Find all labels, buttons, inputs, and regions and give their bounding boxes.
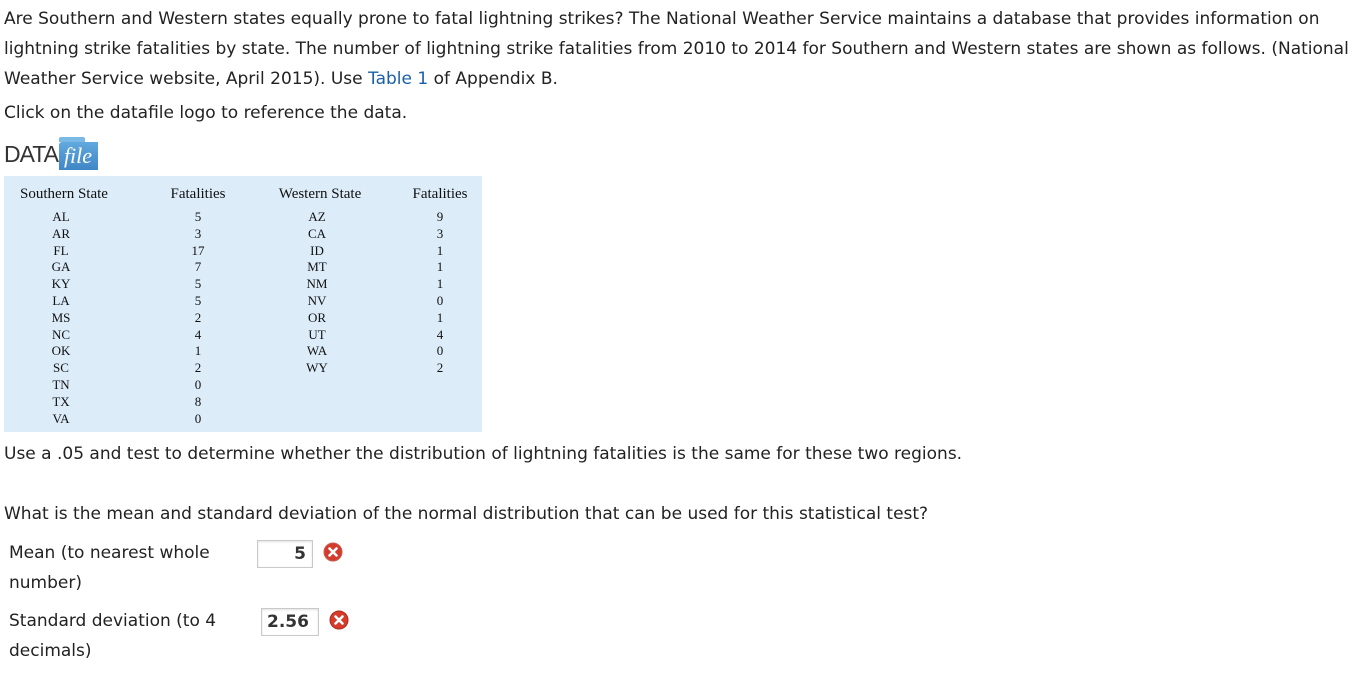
western-fatalities-cell: 2 xyxy=(436,360,444,376)
southern-fatalities-cell: 1 xyxy=(194,343,202,359)
western-state-cell: OR xyxy=(307,309,327,325)
sd-input[interactable]: 2.56 xyxy=(261,608,319,636)
test-instruction: Use a .05 and test to determine whether the distribution of lightning fatalities is the same for these two regions. xyxy=(4,444,963,464)
table-1-link[interactable]: Table 1 xyxy=(368,69,429,89)
southern-fatalities-cell: 17 xyxy=(191,242,205,258)
western-state-cell: WA xyxy=(306,343,328,359)
western-state-cell: AZ xyxy=(308,209,326,224)
southern-state-cell: GA xyxy=(51,259,71,275)
western-fatalities-cell: 0 xyxy=(436,343,444,359)
western-state-cell: ID xyxy=(310,242,324,258)
problem-intro xyxy=(4,4,1349,94)
western-state-cell: NV xyxy=(307,292,327,308)
southern-state-cell: AR xyxy=(51,225,71,241)
southern-state-cell: FL xyxy=(53,242,69,258)
southern-fatalities-cell: 2 xyxy=(194,360,202,376)
western-state-cell: MT xyxy=(307,259,327,275)
southern-state-cell: LA xyxy=(52,292,70,308)
mean-sd-question: What is the mean and standard deviation of the normal distribution that can be used for this statistical test? xyxy=(4,504,929,524)
southern-fatalities-cell: 4 xyxy=(194,326,202,342)
x-circle-icon xyxy=(323,542,343,562)
southern-fatalities-cell: 5 xyxy=(194,292,202,308)
mean-answer-row xyxy=(9,538,343,598)
sd-label: Standard deviation (to 4 decimals) xyxy=(9,611,217,661)
header-southern-fatalities: Fatalities xyxy=(170,186,226,202)
western-state-cell: NM xyxy=(306,276,328,292)
x-circle-icon xyxy=(329,610,349,630)
southern-state-cell: AL xyxy=(52,209,70,224)
western-fatalities-cell: 1 xyxy=(436,309,444,325)
southern-fatalities-cell: 0 xyxy=(194,410,202,426)
western-fatalities-cell: 1 xyxy=(436,259,444,275)
western-fatalities-cell: 3 xyxy=(436,225,444,241)
western-state-cell: WY xyxy=(306,360,328,376)
southern-state-column xyxy=(9,176,119,427)
datafile-logo-data-text: DATA xyxy=(4,141,58,167)
southern-fatalities-cell: 0 xyxy=(194,376,202,392)
header-southern-state: Southern State xyxy=(20,186,108,202)
western-state-cell: UT xyxy=(308,326,326,342)
western-state-column xyxy=(266,176,374,377)
western-fatalities-cell: 1 xyxy=(436,276,444,292)
southern-state-cell: NC xyxy=(51,326,71,342)
southern-fatalities-cell: 7 xyxy=(194,259,202,275)
southern-fatalities-cell: 5 xyxy=(194,209,202,224)
intro-text-end: of Appendix B. xyxy=(428,69,558,89)
southern-state-cell: SC xyxy=(53,360,69,376)
datafile-logo-file-text: file xyxy=(59,142,98,170)
southern-state-cell: TN xyxy=(52,376,70,392)
southern-state-cell: OK xyxy=(51,343,71,359)
datafile-logo[interactable] xyxy=(4,136,98,170)
header-western-fatalities: Fatalities xyxy=(412,186,468,202)
intro-text: Are Southern and Western states equally prone to fatal lightning strikes? The National Weather Service maintains a database that provides information on lightning strike fatalities by state. The number of lightning strike fatalities from 2010 to 2014 for Southern and Western states are shown as follows. (National Weather Service website, April 2015). Use xyxy=(4,9,1349,89)
southern-state-cell: KY xyxy=(51,276,71,292)
mean-input[interactable]: 5 xyxy=(257,540,313,568)
western-fatalities-column xyxy=(400,176,480,377)
southern-fatalities-column xyxy=(148,176,248,427)
southern-state-cell: MS xyxy=(51,309,71,325)
western-fatalities-cell: 0 xyxy=(436,292,444,308)
southern-state-cell: TX xyxy=(52,393,70,409)
western-fatalities-cell: 4 xyxy=(436,326,444,342)
southern-fatalities-cell: 5 xyxy=(194,276,202,292)
sd-answer-row xyxy=(9,606,349,666)
western-fatalities-cell: 1 xyxy=(436,242,444,258)
southern-state-cell: VA xyxy=(52,410,70,426)
southern-fatalities-cell: 3 xyxy=(194,225,202,241)
southern-fatalities-cell: 2 xyxy=(194,309,202,325)
fatalities-data-table xyxy=(4,176,482,432)
header-western-state: Western State xyxy=(278,186,362,202)
western-fatalities-cell: 9 xyxy=(436,209,444,224)
southern-fatalities-cell: 8 xyxy=(194,393,202,409)
mean-label: Mean (to nearest whole number) xyxy=(9,543,210,593)
western-state-cell: CA xyxy=(307,225,327,241)
datafile-instruction: Click on the datafile logo to reference the data. xyxy=(4,103,408,123)
